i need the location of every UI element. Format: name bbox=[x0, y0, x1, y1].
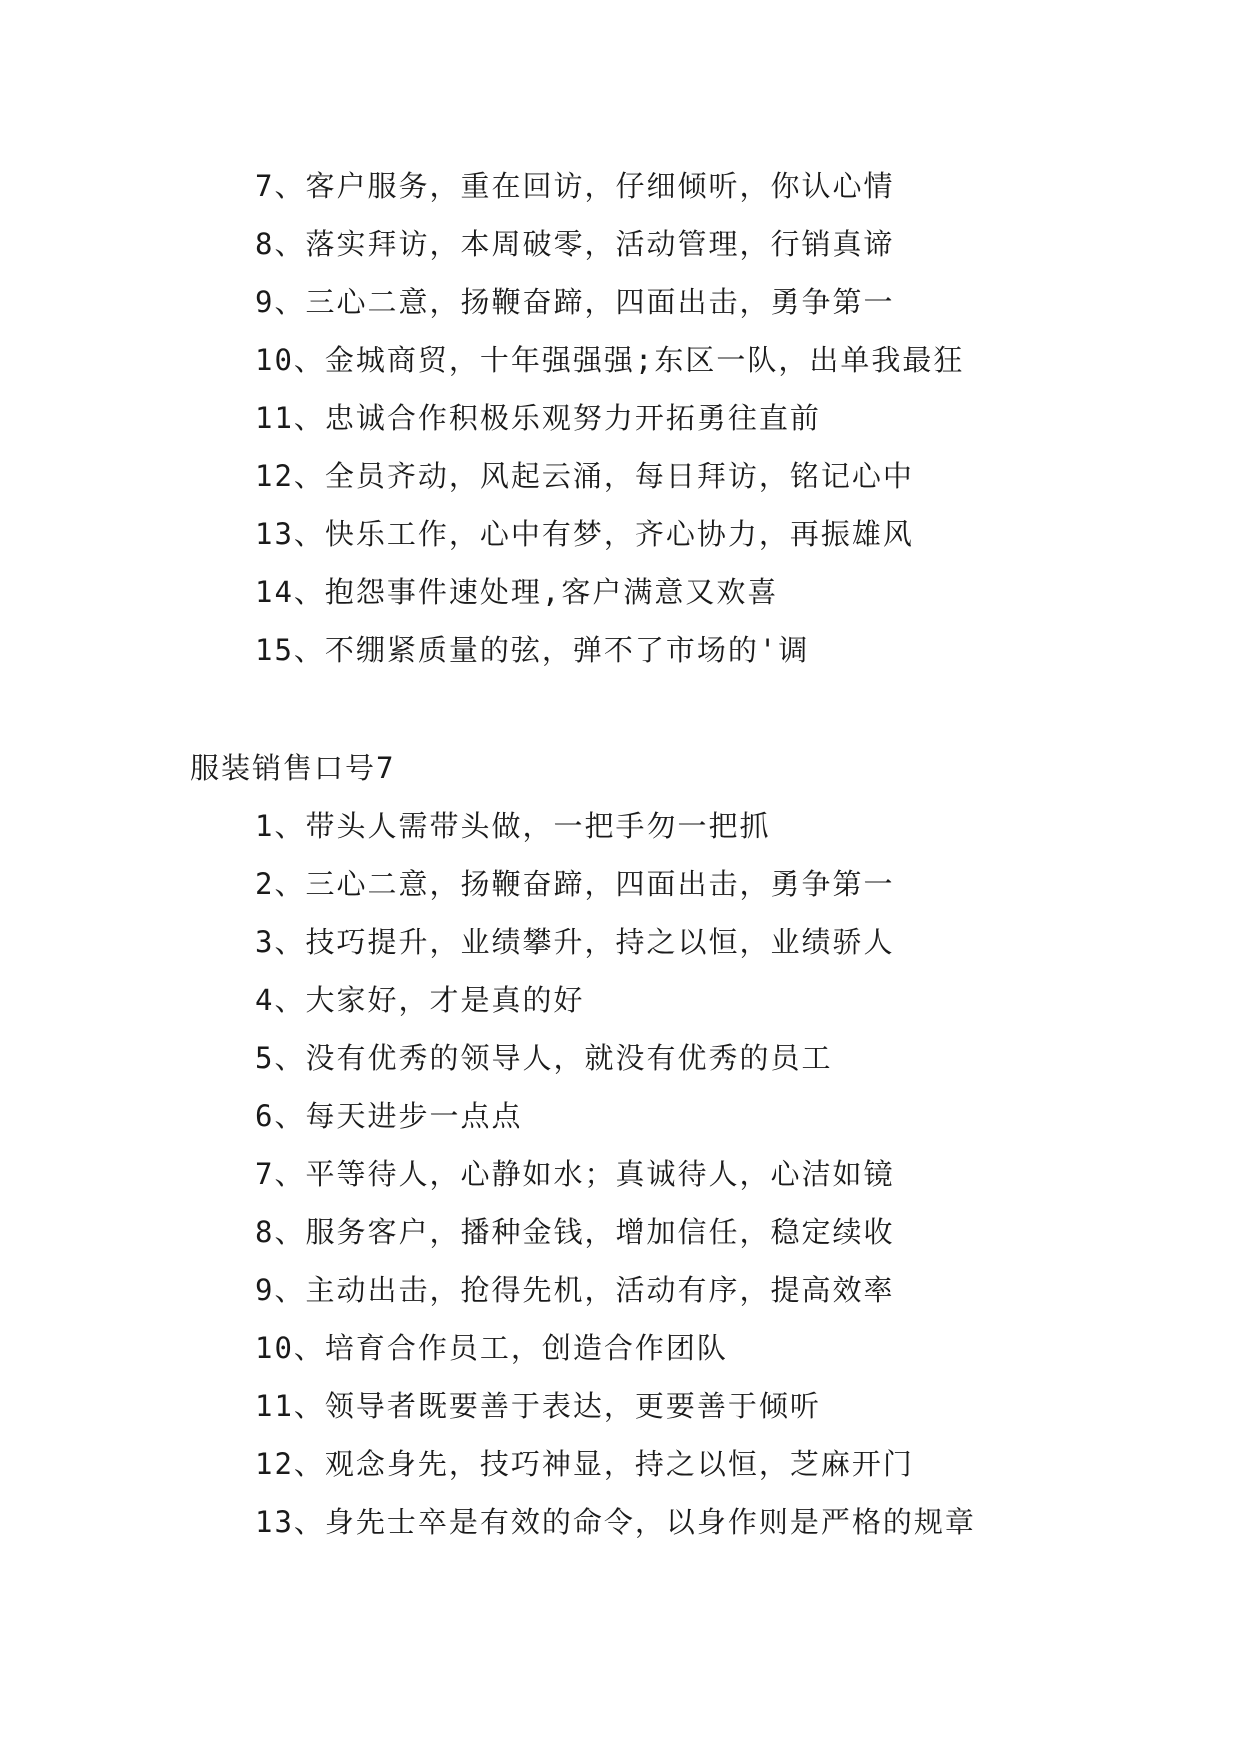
list-item: 12、观念身先，技巧神显，持之以恒，芝麻开门 bbox=[255, 1447, 914, 1481]
list-item: 9、三心二意，扬鞭奋蹄，四面出击，勇争第一 bbox=[255, 285, 895, 319]
list-item: 9、主动出击，抢得先机，活动有序，提高效率 bbox=[255, 1273, 895, 1307]
section-heading: 服装销售口号7 bbox=[190, 751, 396, 785]
list-item: 10、培育合作员工，创造合作团队 bbox=[255, 1331, 728, 1365]
list-item: 10、金城商贸，十年强强强;东区一队，出单我最狂 bbox=[255, 343, 965, 377]
list-item: 11、领导者既要善于表达，更要善于倾听 bbox=[255, 1389, 821, 1423]
list-item: 5、没有优秀的领导人，就没有优秀的员工 bbox=[255, 1041, 833, 1075]
list-item: 13、身先士卒是有效的命令，以身作则是严格的规章 bbox=[255, 1505, 976, 1539]
list-item: 8、落实拜访，本周破零，活动管理，行销真谛 bbox=[255, 227, 895, 261]
list-item: 7、平等待人，心静如水；真诚待人，心洁如镜 bbox=[255, 1157, 895, 1191]
list-item: 14、抱怨事件速处理,客户满意又欢喜 bbox=[255, 575, 779, 609]
list-item: 11、忠诚合作积极乐观努力开拓勇往直前 bbox=[255, 401, 821, 435]
list-item: 6、每天进步一点点 bbox=[255, 1099, 523, 1133]
list-item: 3、技巧提升，业绩攀升，持之以恒，业绩骄人 bbox=[255, 925, 895, 959]
list-item: 15、不绷紧质量的弦，弹不了市场的'调 bbox=[255, 633, 810, 667]
list-item: 1、带头人需带头做，一把手勿一把抓 bbox=[255, 809, 771, 843]
list-item: 13、快乐工作，心中有梦，齐心协力，再振雄风 bbox=[255, 517, 914, 551]
list-item: 7、客户服务，重在回访，仔细倾听，你认心情 bbox=[255, 169, 895, 203]
list-item: 12、全员齐动，风起云涌，每日拜访，铭记心中 bbox=[255, 459, 914, 493]
list-item: 4、大家好，才是真的好 bbox=[255, 983, 585, 1017]
list-item: 8、服务客户，播种金钱，增加信任，稳定续收 bbox=[255, 1215, 895, 1249]
list-item: 2、三心二意，扬鞭奋蹄，四面出击，勇争第一 bbox=[255, 867, 895, 901]
